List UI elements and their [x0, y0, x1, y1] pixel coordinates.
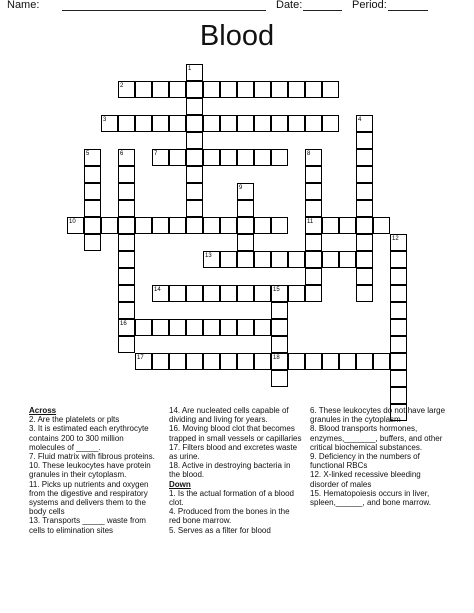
clue-down-12: 12. X-linked recessive bleeding disorder of males — [310, 470, 421, 489]
crossword-cell[interactable] — [237, 149, 254, 166]
clue-number-14: 14 — [154, 287, 161, 293]
crossword-cell[interactable] — [271, 302, 288, 319]
crossword-cell[interactable] — [356, 251, 373, 268]
clue-number-5: 5 — [86, 151, 90, 157]
crossword-cell[interactable] — [356, 183, 373, 200]
crossword-cell[interactable] — [203, 149, 220, 166]
crossword-cell[interactable] — [339, 353, 356, 370]
crossword-cell[interactable] — [186, 200, 203, 217]
crossword-cell[interactable] — [220, 285, 237, 302]
crossword-cell[interactable] — [254, 81, 271, 98]
clue-across-2: 2. Are the platelets or plts — [29, 415, 120, 425]
crossword-cell[interactable] — [118, 336, 135, 353]
clue-number-11: 11 — [307, 219, 314, 225]
crossword-cell[interactable] — [339, 251, 356, 268]
crossword-cell[interactable] — [203, 353, 220, 370]
crossword-cell[interactable] — [254, 149, 271, 166]
crossword-cell[interactable] — [169, 115, 186, 132]
crossword-cell[interactable] — [237, 319, 254, 336]
clue-number-7: 7 — [154, 151, 158, 157]
crossword-cell[interactable] — [305, 285, 322, 302]
crossword-cell[interactable] — [356, 149, 373, 166]
crossword-cell[interactable] — [220, 81, 237, 98]
crossword-cell[interactable] — [169, 81, 186, 98]
crossword-cell[interactable] — [186, 319, 203, 336]
clue-number-2: 2 — [120, 83, 124, 89]
down-heading: Down — [169, 479, 191, 489]
crossword-cell[interactable] — [135, 319, 152, 336]
crossword-cell[interactable] — [305, 251, 322, 268]
crossword-cell[interactable] — [135, 115, 152, 132]
crossword-cell[interactable] — [169, 217, 186, 234]
crossword-cell[interactable] — [356, 200, 373, 217]
clue-number-12: 12 — [392, 236, 399, 242]
crossword-cell[interactable] — [305, 200, 322, 217]
page-title: Blood — [199, 20, 275, 52]
crossword-cell[interactable] — [390, 302, 407, 319]
clue-number-16: 16 — [120, 321, 127, 327]
clue-down-6: 6. These leukocytes do not have large granules in the cytoplasm — [310, 406, 446, 425]
crossword-cell[interactable] — [203, 81, 220, 98]
crossword-cell[interactable] — [254, 217, 271, 234]
crossword-cell[interactable] — [237, 200, 254, 217]
crossword-cell[interactable] — [390, 319, 407, 336]
crossword-cell[interactable] — [271, 81, 288, 98]
clue-number-1: 1 — [188, 66, 192, 72]
clue-number-4: 4 — [358, 117, 362, 123]
crossword-cell[interactable] — [373, 217, 390, 234]
crossword-cell[interactable] — [186, 166, 203, 183]
crossword-cell[interactable] — [203, 285, 220, 302]
clue-down-15: 15. Hematopoiesis occurs in liver, spleen,______, and bone marrow. — [310, 488, 431, 508]
crossword-cell[interactable] — [118, 217, 135, 234]
crossword-cell[interactable] — [118, 115, 135, 132]
crossword-cell[interactable] — [237, 234, 254, 251]
date-label: Date: — [276, 0, 303, 11]
crossword-cell[interactable] — [186, 115, 203, 132]
clue-across-11: 11. Picks up nutrients and oxygen from the digestive and respiratory systems and delivers them to the body cells — [29, 479, 149, 517]
crossword-cell[interactable] — [186, 98, 203, 115]
crossword-cell[interactable] — [288, 353, 305, 370]
crossword-cell[interactable] — [390, 251, 407, 268]
clue-down-1: 1. Is the actual formation of a blood clot. — [169, 488, 294, 508]
crossword-cell[interactable] — [254, 319, 271, 336]
clue-number-8: 8 — [307, 151, 311, 157]
crossword-cell[interactable] — [390, 285, 407, 302]
clue-across-14: 14. Are nucleated cells capable of dividing and living for years. — [169, 406, 289, 425]
crossword-cell[interactable] — [220, 319, 237, 336]
across-heading: Across — [29, 406, 57, 415]
crossword-cell[interactable] — [186, 81, 203, 98]
crossword-cell[interactable] — [237, 115, 254, 132]
crossword-cell[interactable] — [271, 370, 288, 387]
crossword-cell[interactable] — [186, 353, 203, 370]
crossword-cell[interactable] — [390, 336, 407, 353]
crossword-cell[interactable] — [118, 268, 135, 285]
clue-number-18: 18 — [273, 355, 280, 361]
crossword-cell[interactable] — [152, 319, 169, 336]
crossword-cell[interactable] — [305, 81, 322, 98]
crossword-cell[interactable] — [169, 285, 186, 302]
crossword-cell[interactable] — [203, 319, 220, 336]
crossword-cell[interactable] — [118, 200, 135, 217]
crossword-cell[interactable] — [152, 217, 169, 234]
crossword-cell[interactable] — [152, 115, 169, 132]
crossword-cell[interactable] — [237, 285, 254, 302]
crossword-cell[interactable] — [186, 217, 203, 234]
crossword-cell[interactable] — [322, 251, 339, 268]
crossword-cell[interactable] — [288, 251, 305, 268]
crossword-cell[interactable] — [322, 217, 339, 234]
crossword-cell[interactable] — [101, 217, 118, 234]
crossword-cell[interactable] — [356, 166, 373, 183]
crossword-cell[interactable] — [305, 353, 322, 370]
crossword-cell[interactable] — [271, 115, 288, 132]
crossword-cell[interactable] — [254, 115, 271, 132]
crossword-cell[interactable] — [305, 183, 322, 200]
crossword-cell[interactable] — [237, 217, 254, 234]
clue-number-9: 9 — [239, 185, 243, 191]
crossword-cell[interactable] — [186, 149, 203, 166]
crossword-cell[interactable] — [390, 353, 407, 370]
clue-down-9: 9. Deficiency in the numbers of functional RBCs — [310, 452, 420, 471]
crossword-cell[interactable] — [356, 217, 373, 234]
crossword-cell[interactable] — [356, 132, 373, 149]
name-label: Name: — [7, 0, 40, 11]
crossword-cell[interactable] — [84, 200, 101, 217]
clue-across-16: 16. Moving blood clot that becomes trapped in small vessels or capillaries — [169, 424, 302, 443]
crossword-cell[interactable] — [254, 251, 271, 268]
clue-across-18: 18. Active in destroying bacteria in the blood. — [169, 461, 291, 480]
clue-number-13: 13 — [205, 253, 212, 259]
crossword-cell[interactable] — [203, 217, 220, 234]
crossword-cell[interactable] — [186, 183, 203, 200]
crossword-cell[interactable] — [84, 234, 101, 251]
crossword-cell[interactable] — [220, 149, 237, 166]
crossword-cell[interactable] — [220, 251, 237, 268]
crossword-cell[interactable] — [356, 285, 373, 302]
crossword-cell[interactable] — [271, 336, 288, 353]
crossword-cell[interactable] — [305, 234, 322, 251]
crossword-cell[interactable] — [356, 234, 373, 251]
crossword-cell[interactable] — [84, 183, 101, 200]
crossword-cell[interactable] — [339, 217, 356, 234]
crossword-cell[interactable] — [322, 353, 339, 370]
clue-across-13: 13. Transports _____ waste from cells to elimination sites — [29, 516, 146, 535]
clue-number-6: 6 — [120, 151, 124, 157]
crossword-cell[interactable] — [169, 149, 186, 166]
crossword-cell[interactable] — [305, 115, 322, 132]
clue-number-17: 17 — [137, 355, 144, 361]
crossword-cell[interactable] — [237, 81, 254, 98]
crossword-cell[interactable] — [390, 387, 407, 404]
crossword-cell[interactable] — [322, 115, 339, 132]
clue-across-3: 3. It is estimated each erythrocyte contains 200 to 300 million molecules of _____. — [29, 424, 149, 452]
crossword-cell[interactable] — [305, 166, 322, 183]
crossword-cell[interactable] — [305, 268, 322, 285]
clue-down-4: 4. Produced from the bones in the red bone marrow. — [169, 507, 290, 526]
crossword-cell[interactable] — [254, 353, 271, 370]
clue-across-17: 17. Filters blood and excretes waste as urine. — [169, 442, 298, 462]
clue-number-15: 15 — [273, 287, 280, 293]
clue-down-5: 5. Serves as a filter for blood — [169, 525, 271, 535]
crossword-cell[interactable] — [135, 81, 152, 98]
crossword-cell[interactable] — [203, 115, 220, 132]
crossword-cell[interactable] — [220, 115, 237, 132]
crossword-cell[interactable] — [254, 285, 271, 302]
crossword-cell[interactable] — [288, 285, 305, 302]
crossword-cell[interactable] — [288, 81, 305, 98]
crossword-cell[interactable] — [390, 370, 407, 387]
crossword-cell[interactable] — [390, 268, 407, 285]
crossword-cell[interactable] — [84, 217, 101, 234]
crossword-cell[interactable] — [135, 217, 152, 234]
clues-column-2 — [169, 406, 302, 535]
clue-across-7: 7. Fluid matrix with fibrous proteins. — [29, 452, 155, 462]
crossword-cell[interactable] — [271, 217, 288, 234]
crossword-cell[interactable] — [118, 285, 135, 302]
clues-column-3 — [310, 406, 447, 507]
crossword-cell[interactable] — [373, 353, 390, 370]
crossword-cell[interactable] — [271, 149, 288, 166]
crossword-cell[interactable] — [118, 183, 135, 200]
crossword-cell[interactable] — [118, 166, 135, 183]
clue-number-3: 3 — [103, 117, 107, 123]
crossword-cell[interactable] — [118, 234, 135, 251]
crossword-cell[interactable] — [152, 353, 169, 370]
crossword-cell[interactable] — [169, 319, 186, 336]
crossword-cell[interactable] — [356, 353, 373, 370]
crossword-cell[interactable] — [169, 353, 186, 370]
crossword-cell[interactable] — [186, 132, 203, 149]
crossword-cell[interactable] — [237, 251, 254, 268]
crossword-cell[interactable] — [356, 268, 373, 285]
clue-number-10: 10 — [69, 219, 76, 225]
crossword-cell[interactable] — [118, 251, 135, 268]
clues-column-1 — [29, 406, 161, 535]
clue-down-8: 8. Blood transports hormones, enzymes,_______, buffers, and other critical biochemical substances. — [310, 424, 443, 452]
crossword-cell[interactable] — [288, 115, 305, 132]
crossword-cell[interactable] — [322, 81, 339, 98]
crossword-cell[interactable] — [271, 319, 288, 336]
crossword-cell[interactable] — [84, 166, 101, 183]
crossword-cell[interactable] — [237, 353, 254, 370]
crossword-cell[interactable] — [220, 353, 237, 370]
period-label: Period: — [352, 0, 387, 11]
crossword-cell[interactable] — [118, 302, 135, 319]
crossword-cell[interactable] — [186, 285, 203, 302]
clue-across-10: 10. These leukocytes have protein granules in their cytoplasm. — [29, 461, 151, 480]
crossword-cell[interactable] — [271, 251, 288, 268]
crossword-cell[interactable] — [220, 217, 237, 234]
crossword-cell[interactable] — [152, 81, 169, 98]
